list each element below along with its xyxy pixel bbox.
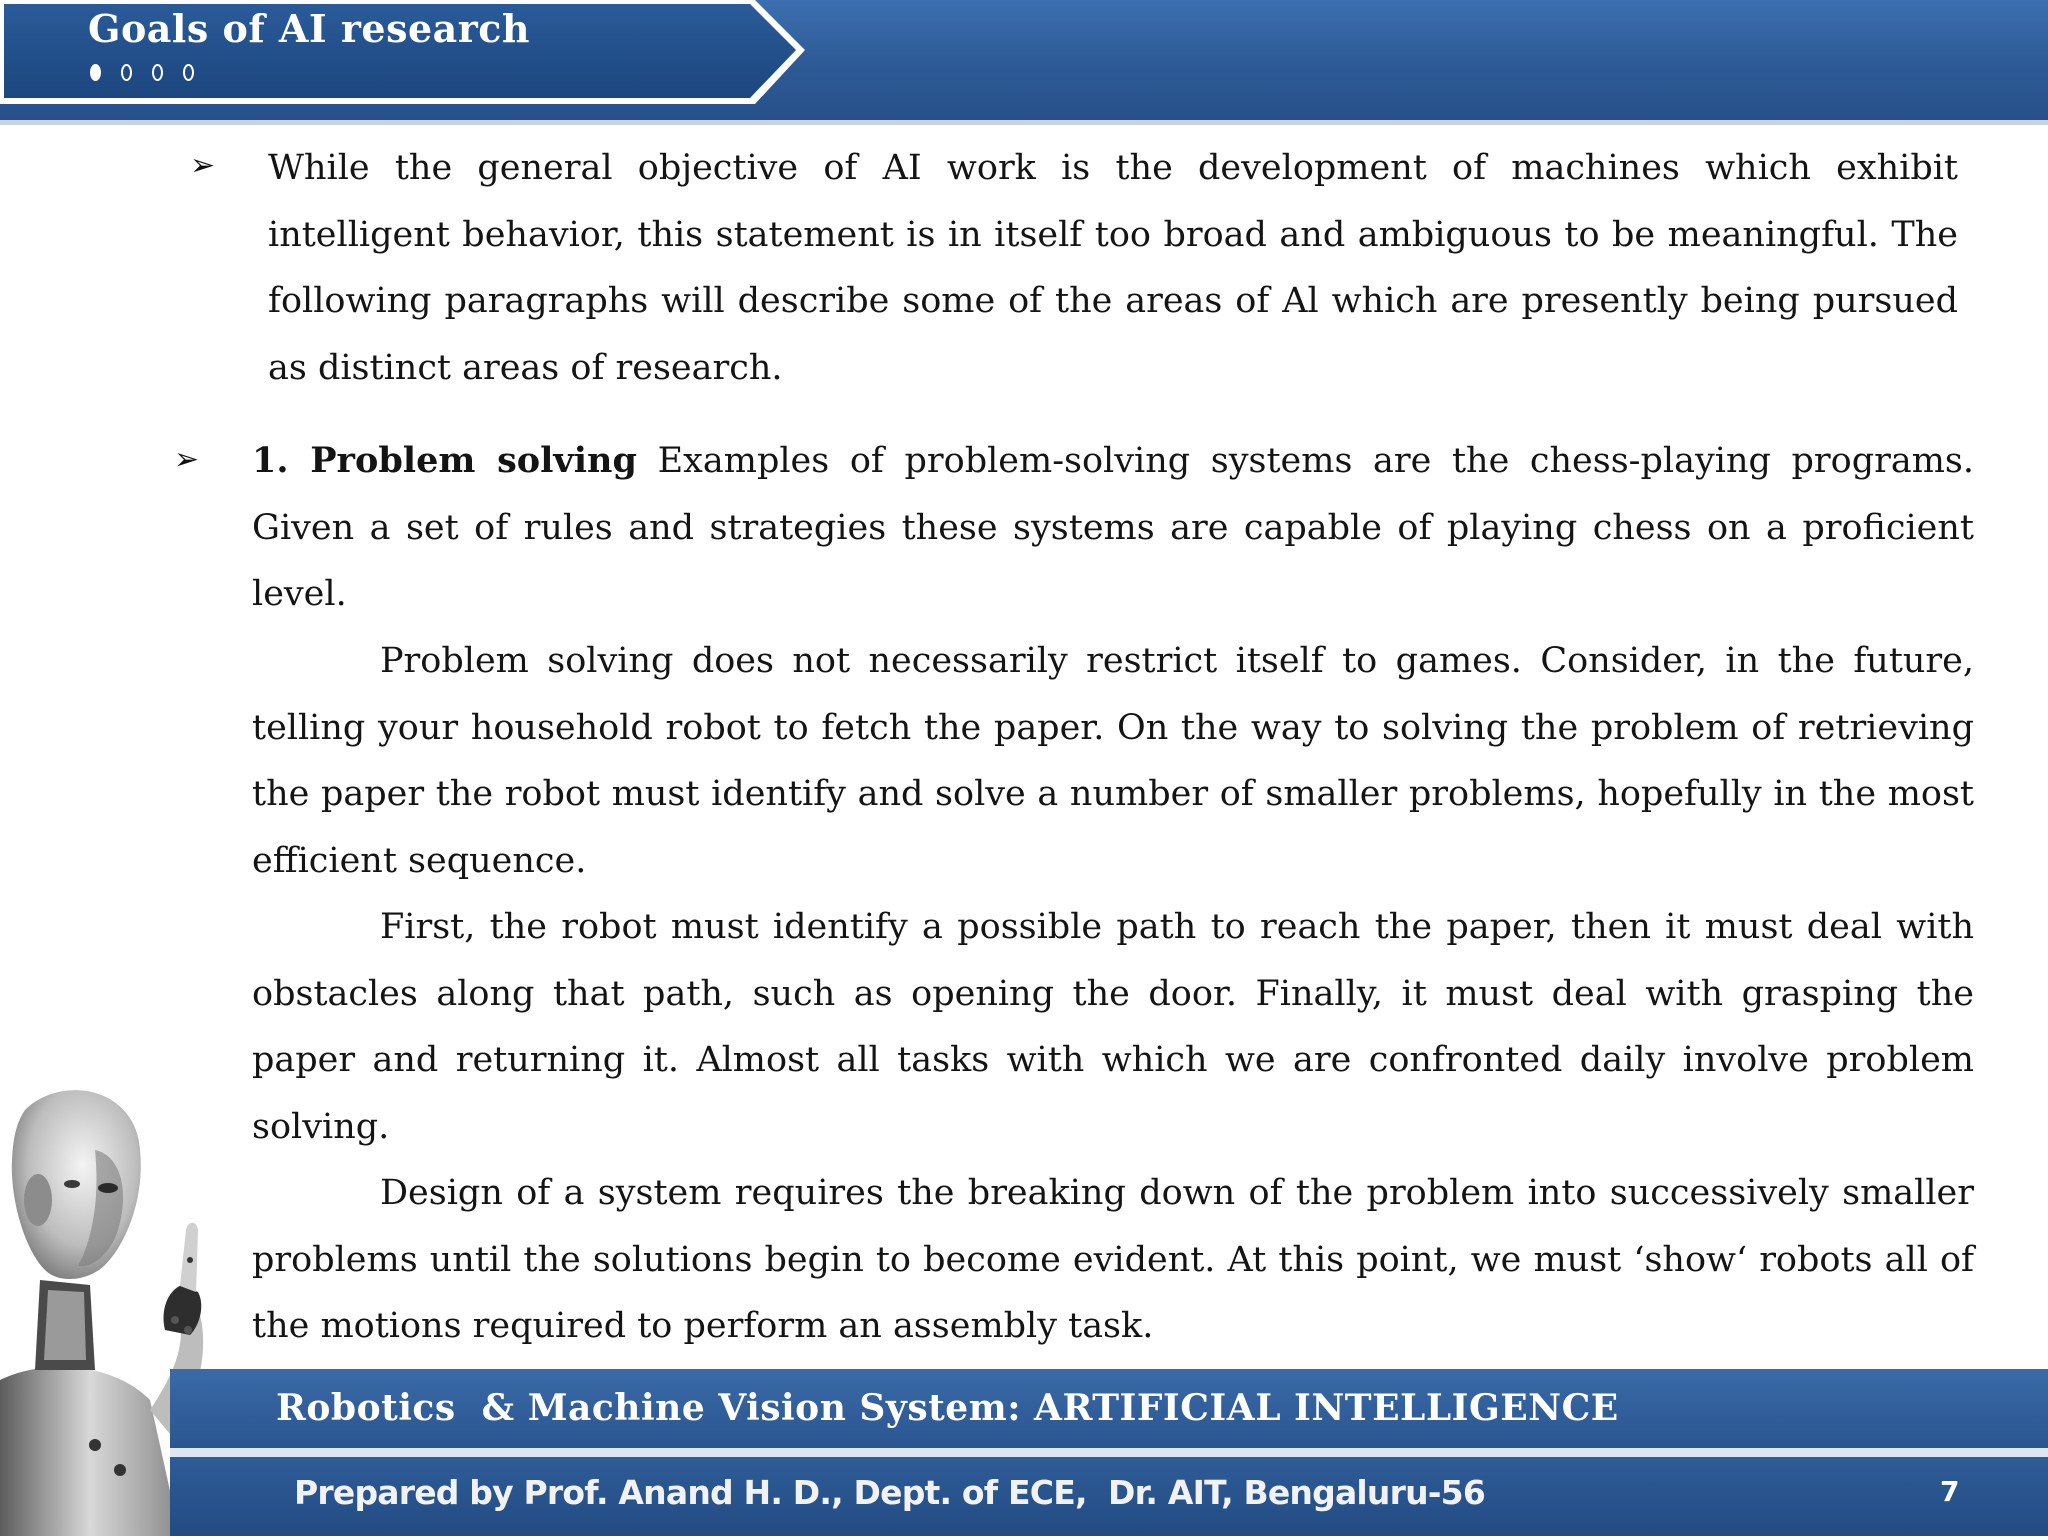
title-tab (0, 0, 808, 106)
prepared-by-credit: Prepared by Prof. Anand H. D., Dept. of ECE, Dr. AIT, Bengaluru-56 (294, 1473, 1486, 1512)
arrowhead-bullet-icon: ➢ (174, 442, 200, 477)
section-text: Examples of problem-solving systems are the chess-playing programs. Given a set of rules and strategies these systems are capable of playing chess on a proficient level. (252, 441, 1974, 614)
section-heading: 1. Problem solving (252, 440, 637, 481)
arrowhead-bullet-icon: ➢ (190, 148, 216, 183)
slide-title: Goals of AI research (88, 6, 531, 51)
progress-dot (183, 64, 194, 81)
progress-dot (121, 64, 132, 81)
footer-divider (170, 1448, 2048, 1457)
footer-band (170, 1369, 2048, 1536)
header-band (0, 0, 2048, 125)
progress-dot (152, 64, 163, 81)
progress-dot-current (90, 64, 101, 81)
paragraph-games-text: Problem solving does not necessarily restrict itself to games. Consider, in the future, telling your household robot to fetch the paper. On the way to solving the problem of retrieving the paper the robot must identify and solve a number of smaller problems, hopefully in the most efficient sequence. (252, 641, 1974, 881)
page-number: 7 (1940, 1475, 1960, 1508)
paragraph-robot-path (252, 894, 1974, 1160)
paragraph-games (252, 628, 1974, 894)
course-title: Robotics & Machine Vision System: ARTIFICIAL INTELLIGENCE (276, 1387, 1619, 1429)
slide-progress-dots (90, 64, 194, 81)
intro-paragraph: While the general objective of AI work is the development of machines which exhibit intelligent behavior, this statement is in itself too broad and ambiguous to be meaningful. The following paragraphs will describe some of the areas of Al which are presently being pursued as distinct areas of research. (268, 148, 1958, 388)
paragraph-system-design-text: Design of a system requires the breaking down of the problem into successively smaller problems until the solutions begin to become evident. At this point, we must ‘show‘ robots all of the motions required to perform an assembly task. (252, 1173, 1974, 1346)
paragraph-system-design (252, 1160, 1974, 1360)
paragraph-robot-path-text: First, the robot must identify a possible path to reach the paper, then it must deal with obstacles along that path, such as opening the door. Finally, it must deal with grasping the paper and returning it. Almost all tasks with which we are confronted daily involve problem solving. (252, 907, 1974, 1147)
problem-solving-paragraph (252, 428, 1974, 628)
